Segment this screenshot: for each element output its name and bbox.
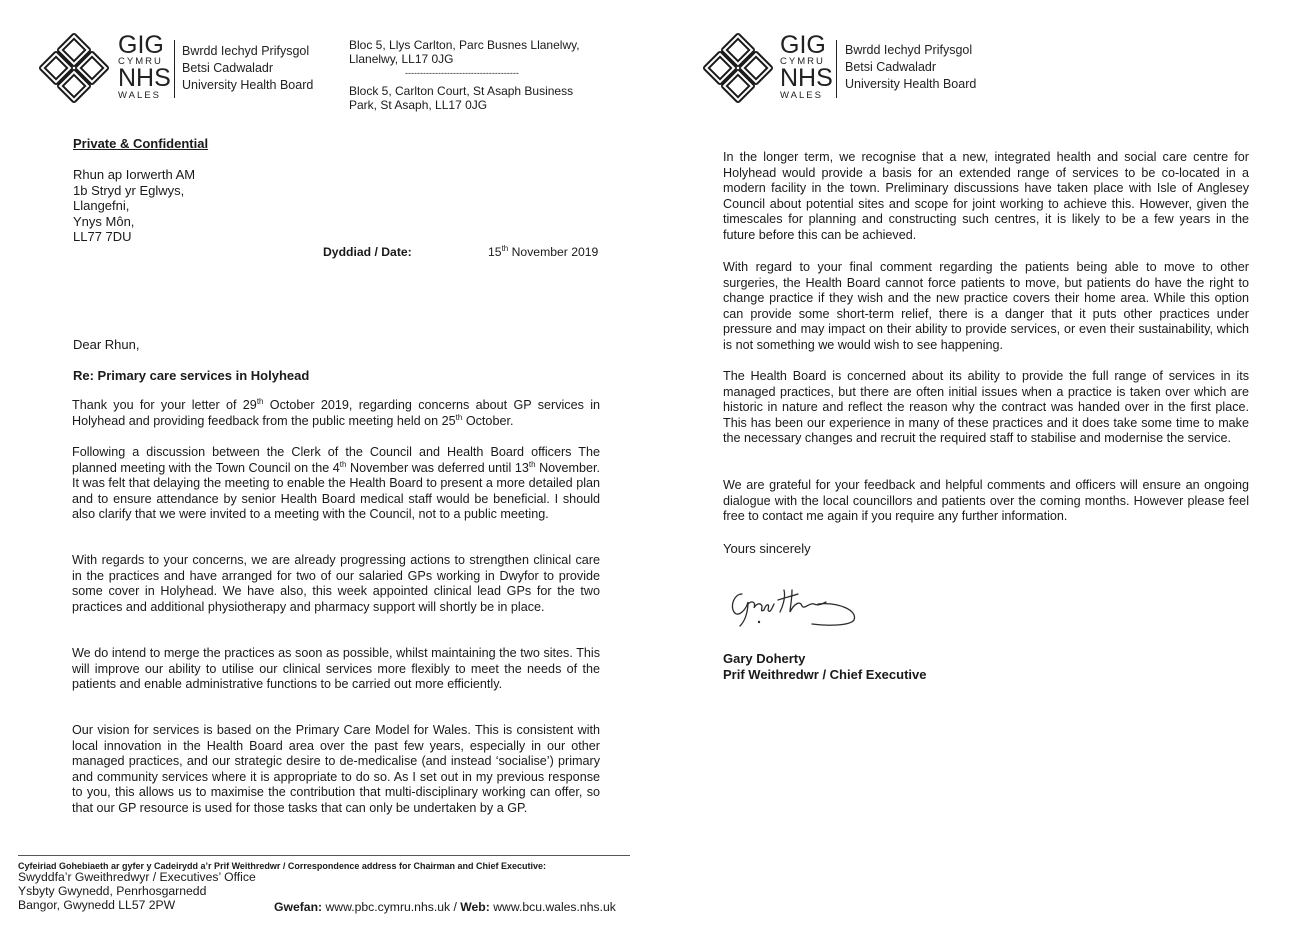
paragraph-3: With regards to your concerns, we are already progressing actions to strengthen clinical care in the practices and have arranged for two of our salaried GPs working in Dwyfor to provide some cover in Holyhead. We have also, this week appointed clinical lead GPs for the two practices and additional physiotherapy and pharmacy support will shortly be in place.	[72, 553, 600, 614]
nhs-wales-logo	[702, 32, 992, 104]
health-board-name: Bwrdd Iechyd Prifysgol Betsi Cadwaladr University Health Board	[182, 44, 314, 92]
sender-address: Bloc 5, Llys Carlton, Parc Busnes Llanelwy, Llanelwy, LL17 0JG -------------------------------------- Block 5, Carlton Court, St Asaph Business Park, St Asaph, LL17 0JG	[349, 38, 580, 112]
closing-line: Yours sincerely	[723, 541, 811, 556]
letter-date: 15th November 2019	[488, 243, 599, 259]
letter-page-1	[0, 0, 650, 942]
footer-address: Swyddfa’r Gweithredwyr / Executives’ Office Ysbyty Gwynedd, Penrhosgarnedd Bangor, Gwynedd LL57 2PW	[18, 870, 256, 912]
footer-divider	[18, 855, 630, 856]
logo-cymru-text: CYMRU	[118, 56, 163, 67]
paragraph-4: We do intend to merge the practices as soon as possible, whilst maintaining the two sites. This will improve our ability to utilise our clinical services more flexibly to meet the needs of the patients and enable administrative functions to be carried out more efficiently.	[72, 646, 600, 692]
page2-paragraph-4: We are grateful for your feedback and helpful comments and officers will ensure an ongoing dialogue with the local councillors and patients over the coming months. However please feel free to contact me again if you require any further information.	[723, 478, 1249, 524]
logo-wales-text: WALES	[118, 90, 161, 101]
recipient-address: Rhun ap Iorwerth AM 1b Stryd yr Eglwys, Llangefni, Ynys Môn, LL77 7DU	[73, 167, 196, 245]
handwritten-signature	[726, 580, 866, 630]
nhs-wales-logo	[38, 32, 328, 104]
confidential-heading: Private & Confidential	[73, 136, 209, 151]
logo-nhs-text: NHS	[118, 64, 171, 92]
logo-gig-text: GIG	[780, 31, 826, 59]
paragraph-2: Following a discussion between the Clerk of the Council and Health Board officers The planned meeting with the Town Council on the 4th November was deferred until 13th November. It was felt that delaying the meeting to enable the Health Board to present a more detailed plan and to ensure attendance by senior Health Board medical staff would be beneficial. I should also clarify that we were invited to a meeting with the Council, not to a public meeting.	[72, 445, 600, 522]
celtic-knot-icon	[702, 32, 774, 104]
date-label: Dyddiad / Date:	[323, 245, 412, 259]
page2-paragraph-3: The Health Board is concerned about its ability to provide the full range of services in its managed practices, but there are often initial issues when a practice is taken over which are historic in nature and reflect the reason why the contract was handed over in the first place. This has been our experience in many of these practices and it does take some time to make the necessary changes and recruit the required staff to stabilise and modernise the service.	[723, 369, 1249, 446]
page2-paragraph-2: With regard to your final comment regarding the patients being able to move to other surgeries, the Health Board cannot force patients to move, but patients do have the right to change practice if they wish and the new practice covers their home area. While this option can provide some short-term relief, there is a danger that it puts other practices under pressure and may impact on their ability to provide services, or even their sustainability, which is not something we would wish to see happening.	[723, 260, 1249, 352]
letter-page-2	[660, 0, 1309, 942]
footer-websites: Gwefan: www.pbc.cymru.nhs.uk / Web: www.bcu.wales.nhs.uk	[274, 900, 616, 914]
logo-wales-text: WALES	[780, 90, 823, 101]
signer-name: Gary Doherty	[723, 651, 806, 666]
logo-cymru-text: CYMRU	[780, 56, 825, 67]
health-board-name: Bwrdd Iechyd Prifysgol Betsi Cadwaladr University Health Board	[845, 43, 977, 91]
subject-line: Re: Primary care services in Holyhead	[73, 368, 310, 383]
logo-gig-text: GIG	[118, 31, 164, 59]
signer-title: Prif Weithredwr / Chief Executive	[723, 667, 927, 682]
celtic-knot-icon	[38, 32, 110, 104]
salutation: Dear Rhun,	[73, 337, 140, 352]
logo-nhs-text: NHS	[780, 64, 833, 92]
paragraph-5: Our vision for services is based on the Primary Care Model for Wales. This is consistent with local innovation in the Health Board area over the past few years, especially in our other managed practices, and our strategic desire to de-medicalise (and instead ‘socialise’) primary and community services where it is appropriate to do so. As I set out in my previous response to you, this allows us to maximise the contribution that multi-disciplinary working can offer, so that our GP resource is used for those tasks that can only be undertaken by a GP.	[72, 723, 600, 815]
page2-paragraph-1: In the longer term, we recognise that a new, integrated health and social care centre for Holyhead would provide a basis for an extended range of services to be co-located in a modern facility in the town. Preliminary discussions have taken place with Isle of Anglesey Council about potential sites and scope for joint working to achieve this. However, given the timescales for planning and constructing such centres, it is likely to be a few years in the future before this can be achieved.	[723, 150, 1249, 242]
paragraph-1: Thank you for your letter of 29th October 2019, regarding concerns about GP services in Holyhead and providing feedback from the public meeting held on 25th October.	[72, 396, 600, 428]
footer-heading: Cyfeiriad Gohebiaeth ar gyfer y Cadeirydd a’r Prif Weithredwr / Correspondence address for Chairman and Chief Executive:	[18, 861, 546, 871]
